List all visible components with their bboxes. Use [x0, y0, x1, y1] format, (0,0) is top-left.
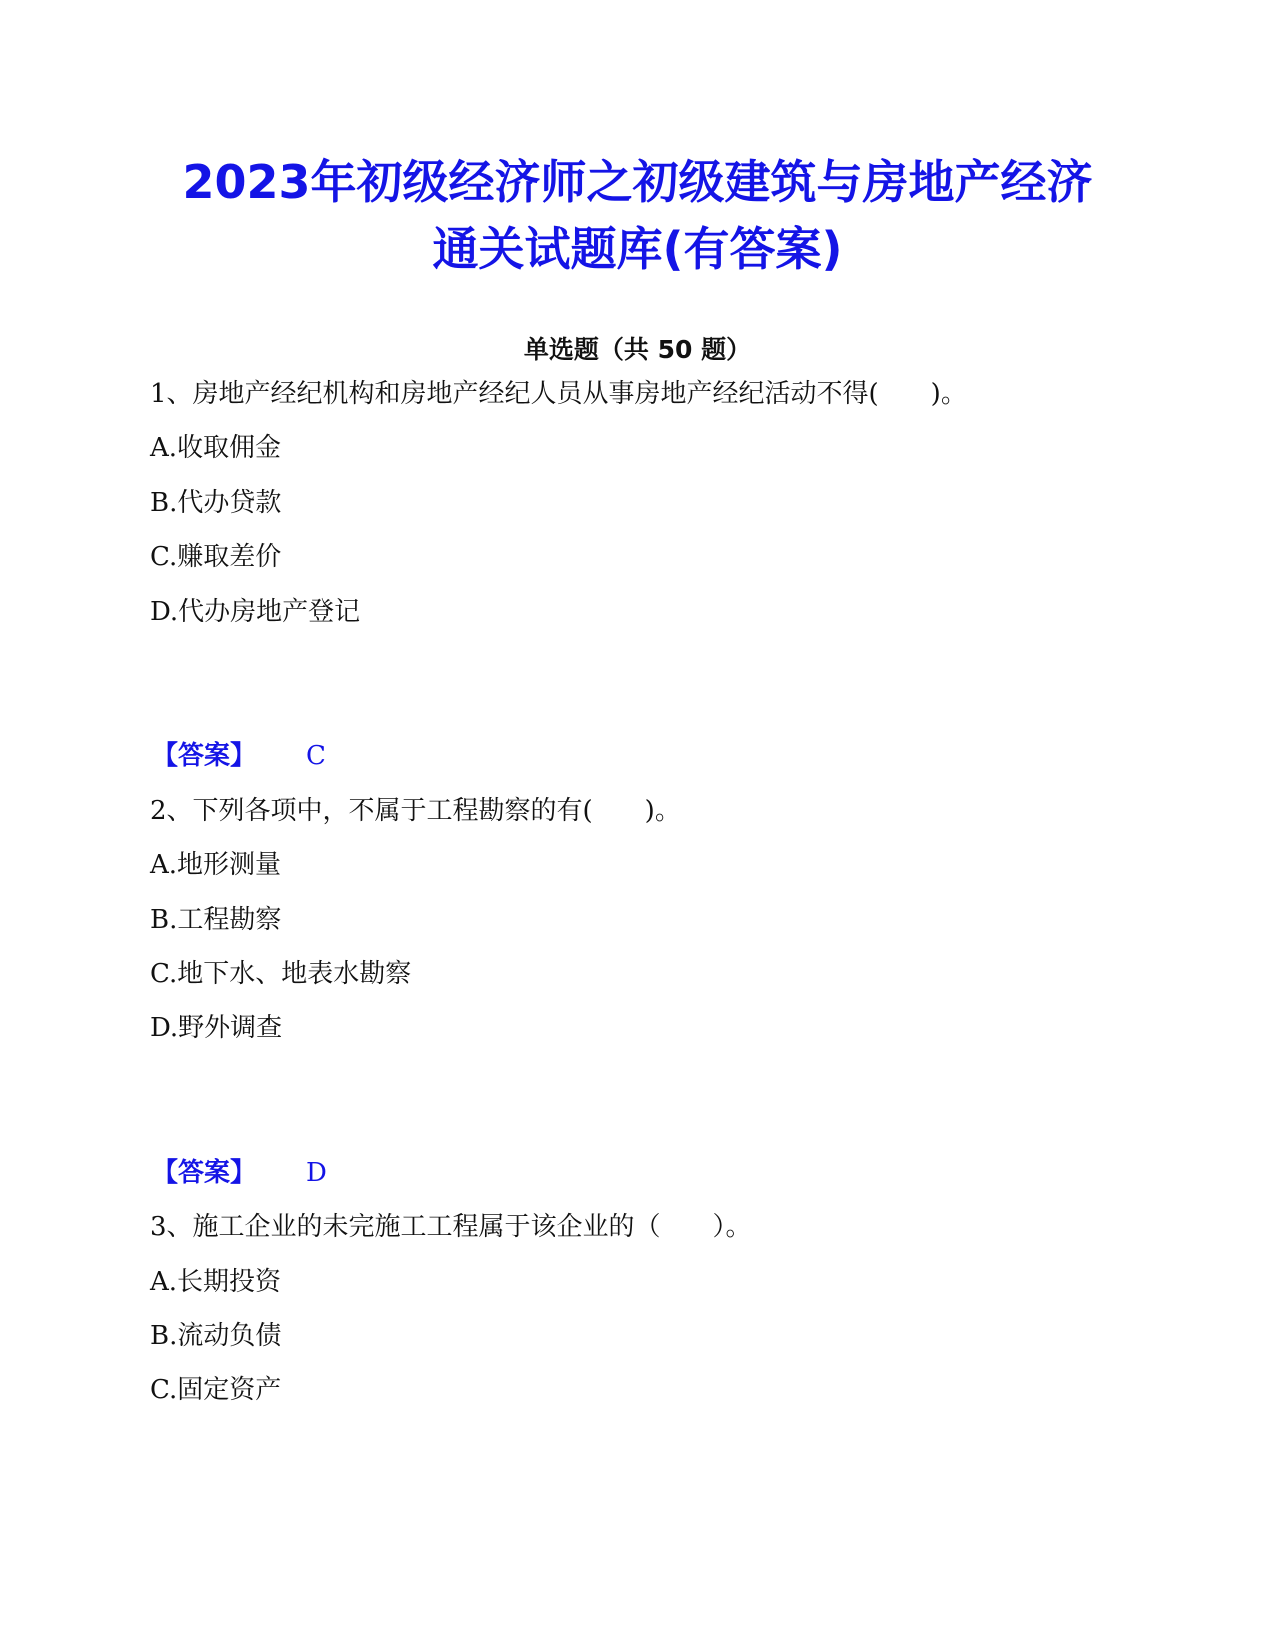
question-1-option-d: D.代办房地产登记 — [150, 597, 361, 627]
answer-label: 【答案】 — [152, 1158, 257, 1188]
question-1-option-b: B.代办贷款 — [150, 488, 282, 518]
answer-value: D — [306, 1158, 327, 1188]
question-3-option-a: A.长期投资 — [150, 1267, 282, 1297]
section-heading: 单选题（共 50 题） — [523, 335, 752, 364]
document-title-line-2: 通关试题库(有答案) — [432, 222, 843, 276]
question-1-option-c: C.赚取差价 — [150, 542, 282, 572]
question-2-stem: 2、下列各项中，不属于工程勘察的有( )。 — [150, 796, 681, 826]
question-2-option-d: D.野外调查 — [150, 1013, 283, 1043]
question-2-answer — [152, 1155, 327, 1191]
document-title-line-1: 2023年初级经济师之初级建筑与房地产经济 — [182, 155, 1093, 209]
question-1-stem: 1、房地产经纪机构和房地产经纪人员从事房地产经纪活动不得( )。 — [150, 379, 967, 409]
answer-label: 【答案】 — [152, 741, 257, 771]
answer-value: C — [306, 741, 326, 771]
question-2-option-c: C.地下水、地表水勘察 — [150, 959, 412, 989]
question-3-option-b: B.流动负债 — [150, 1321, 282, 1351]
question-1-option-a: A.收取佣金 — [150, 433, 282, 463]
question-3-stem: 3、施工企业的未完施工工程属于该企业的（ ）。 — [150, 1212, 752, 1242]
question-1-answer — [152, 738, 326, 774]
question-2-option-b: B.工程勘察 — [150, 905, 282, 935]
question-2-option-a: A.地形测量 — [150, 850, 282, 880]
question-3-option-c: C.固定资产 — [150, 1375, 282, 1405]
